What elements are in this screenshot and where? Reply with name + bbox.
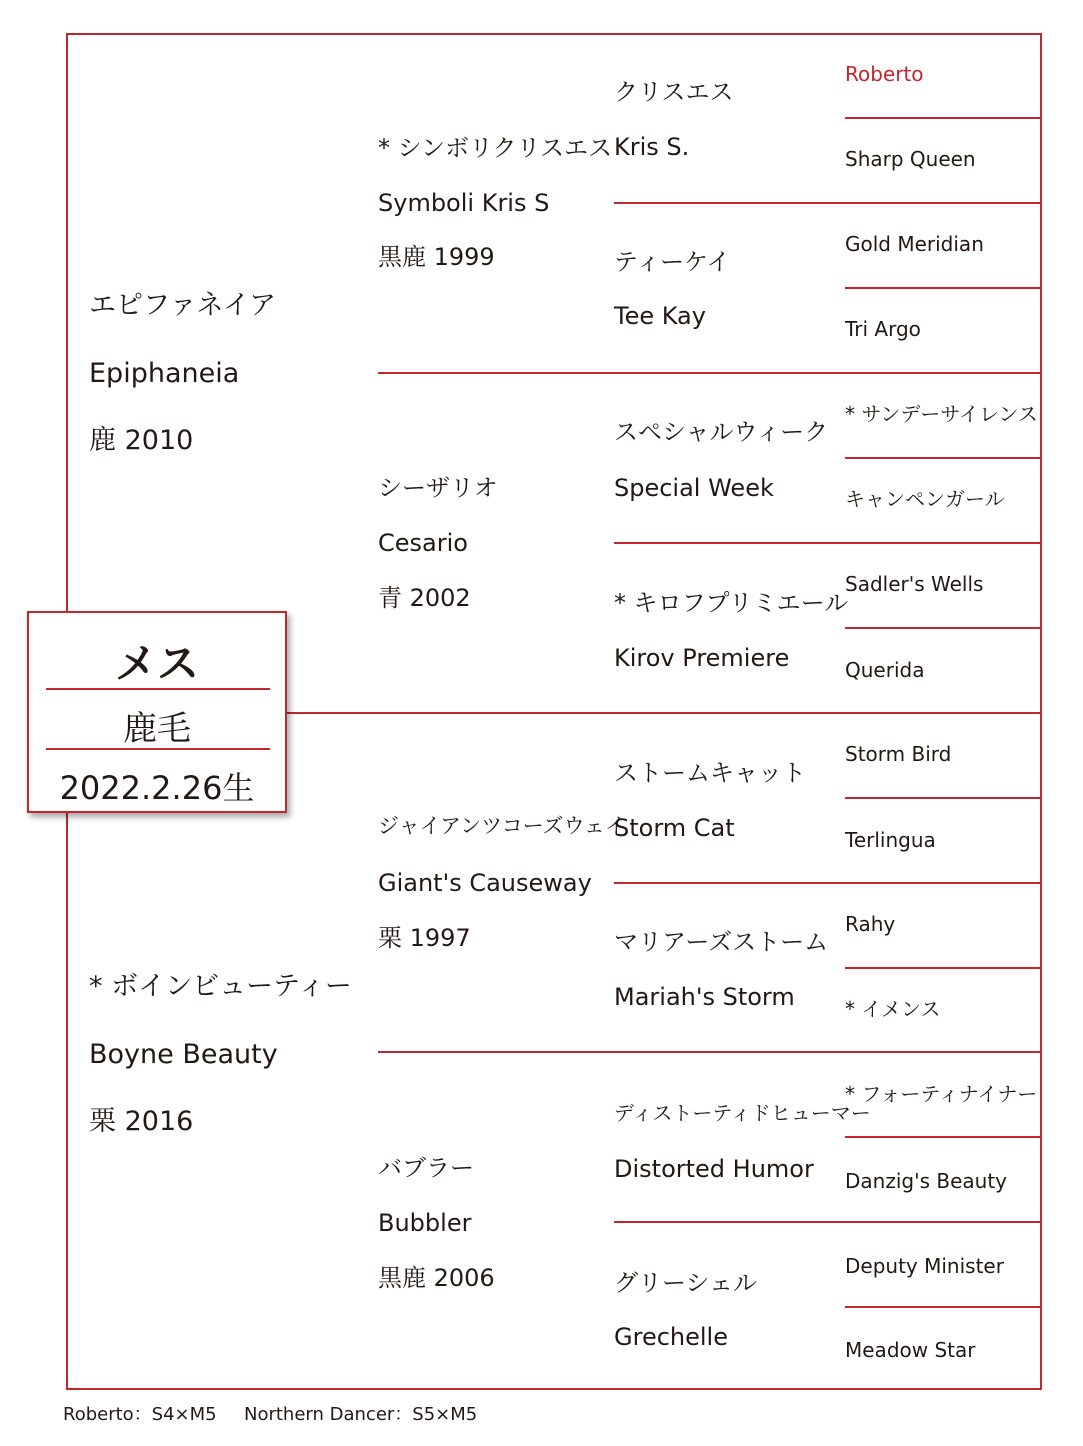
inbreeding-cross-roberto: Roberto：S4×M5 <box>63 1404 217 1425</box>
gen4-name: Querida <box>845 658 925 682</box>
gen4-name-highlighted: Roberto <box>845 62 924 86</box>
gen2-info: 黒鹿 2006 <box>378 1264 495 1292</box>
gen4-name: Rahy <box>845 912 896 936</box>
gen3-name-en: Special Week <box>614 474 774 502</box>
divider-gen3-4 <box>614 1221 1042 1223</box>
divider-gen4 <box>845 627 1042 629</box>
gen3-name-jp: * キロフプリミエール <box>614 589 849 617</box>
gen3-name-jp: ディストーティドヒューマー <box>614 1101 871 1125</box>
gen3-name-jp: ストームキャット <box>614 759 806 787</box>
divider-gen3-1 <box>614 202 1042 204</box>
gen4-name: Terlingua <box>845 828 936 852</box>
horse-sex: メス <box>114 639 199 688</box>
gen4-name: Sadler's Wells <box>845 572 984 596</box>
gen2-name-en: Bubbler <box>378 1209 472 1237</box>
gen3-name-en: Mariah's Storm <box>614 983 795 1011</box>
gen4-name: Meadow Star <box>845 1338 976 1362</box>
inbreeding-cross-northern-dancer: Northern Dancer：S5×M5 <box>244 1404 478 1425</box>
gen2-info: 栗 1997 <box>378 924 471 952</box>
horse-info-box <box>27 611 287 813</box>
gen3-name-jp: クリスエス <box>614 78 734 106</box>
sire-name-en: Epiphaneia <box>89 358 240 389</box>
gen4-name: * フォーティナイナー <box>845 1082 1038 1106</box>
gen2-name-jp: ジャイアンツコーズウェイ <box>378 814 626 838</box>
dam-name-en: Boyne Beauty <box>89 1039 278 1070</box>
gen4-name: Sharp Queen <box>845 147 976 171</box>
divider-gen4 <box>845 457 1042 459</box>
divider-gen3-3 <box>614 882 1042 884</box>
gen2-name-jp: バブラー <box>378 1154 474 1182</box>
gen3-name-en: Kris S. <box>614 133 690 161</box>
divider-gen3-2 <box>614 542 1042 544</box>
gen3-name-en: Tee Kay <box>614 302 706 330</box>
gen3-name-jp: スペシャルウィーク <box>614 418 829 446</box>
gen3-name-jp: グリーシェル <box>614 1269 758 1297</box>
gen4-name: Gold Meridian <box>845 232 984 256</box>
divider-gen4 <box>845 797 1042 799</box>
dam-info: 栗 2016 <box>89 1106 194 1137</box>
gen4-name: * サンデーサイレンス <box>845 402 1038 426</box>
gen2-name-jp: シーザリオ <box>378 474 498 502</box>
gen4-name: Deputy Minister <box>845 1254 1004 1278</box>
horse-color: 鹿毛 <box>123 709 191 749</box>
sire-info: 鹿 2010 <box>89 425 194 456</box>
gen3-name-en: Kirov Premiere <box>614 644 790 672</box>
divider-gen2-lower <box>378 1051 1042 1053</box>
gen4-name: Danzig's Beauty <box>845 1169 1007 1193</box>
gen4-name: * イメンス <box>845 997 941 1021</box>
sire-name-jp: エピファネイア <box>89 290 277 321</box>
divider-gen2-upper <box>378 372 1042 374</box>
gen3-name-jp: マリアーズストーム <box>614 928 829 956</box>
gen4-name: Storm Bird <box>845 742 952 766</box>
gen2-name-jp: * シンボリクリスエス <box>378 134 613 162</box>
divider-gen4 <box>845 967 1042 969</box>
gen2-name-en: Giant's Causeway <box>378 869 592 897</box>
box-separator <box>46 688 270 690</box>
divider-gen4 <box>845 1136 1042 1138</box>
gen2-info: 青 2002 <box>378 584 471 612</box>
gen3-name-jp: ティーケイ <box>614 248 731 276</box>
gen4-name: Tri Argo <box>845 317 921 341</box>
dam-name-jp: * ボインビューティー <box>89 971 352 1002</box>
horse-birth: 2022.2.26生 <box>59 769 255 807</box>
box-separator <box>46 748 270 750</box>
gen2-info: 黒鹿 1999 <box>378 243 495 271</box>
gen2-name-en: Cesario <box>378 529 468 557</box>
divider-gen4 <box>845 1306 1042 1308</box>
divider-gen4 <box>845 117 1042 119</box>
gen4-name: キャンペンガール <box>845 487 1005 511</box>
divider-gen4 <box>845 287 1042 289</box>
divider-sire-dam <box>287 712 1042 714</box>
gen2-name-en: Symboli Kris S <box>378 189 550 217</box>
gen3-name-en: Storm Cat <box>614 814 735 842</box>
gen3-name-en: Distorted Humor <box>614 1155 814 1183</box>
gen3-name-en: Grechelle <box>614 1323 728 1351</box>
